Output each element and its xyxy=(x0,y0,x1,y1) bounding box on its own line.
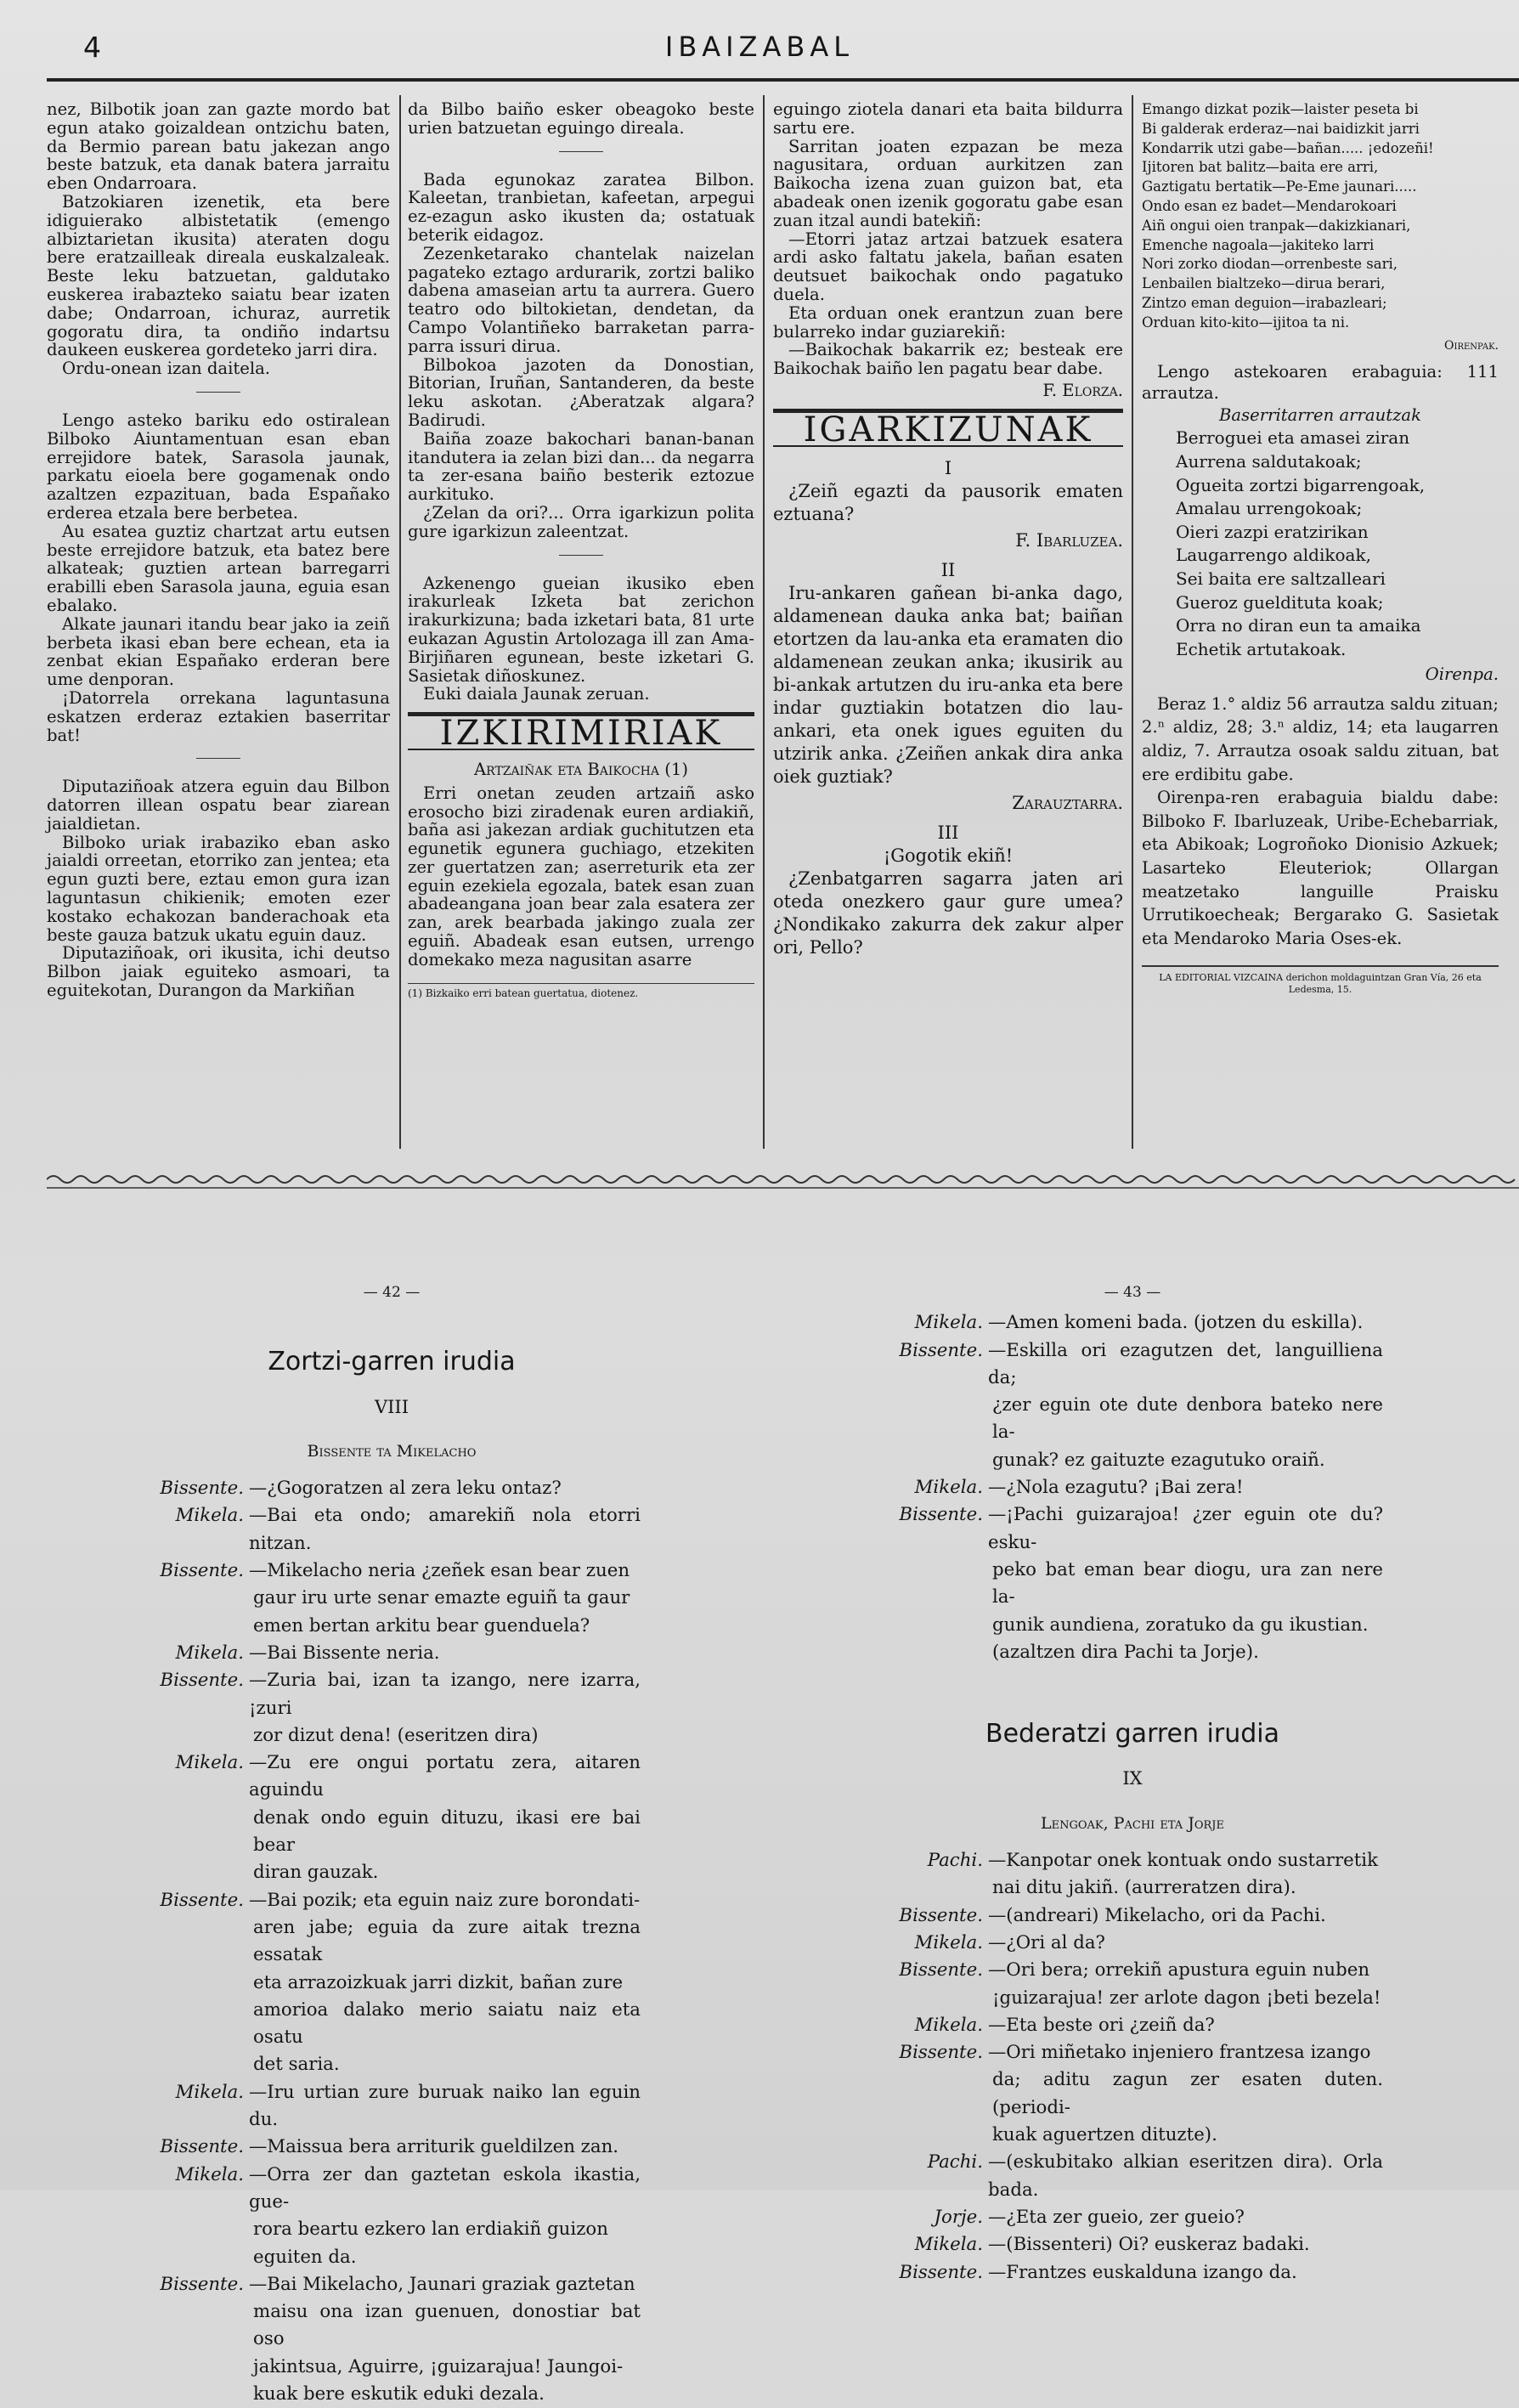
col2-paragraph: Baiña zoaze bakochari banan-banan itandutera ia zelan bizi dan... da negarra ta zer-esana baiño besterik eztozue aurkituko. xyxy=(408,428,754,505)
riddle-number: III xyxy=(937,822,959,843)
dialogue-text: jakintsua, Aguirre, ¡guizarajua! Jaungoi- xyxy=(253,2355,624,2377)
col2-paragraph: Euki daiala Jaunak zeruan. xyxy=(423,684,650,704)
dialogue-line xyxy=(143,2271,641,2298)
book-page-43 xyxy=(882,1279,1383,2286)
dialogue-text: —¡Pachi guizarajoa! ¿zer eguin ote du? esku- xyxy=(988,1504,1383,1553)
col1-paragraph: Bilboko uriak irabaziko eban asko jaialdi orreetan, etorriko zan jentea; eta egun guzti bere, eztau emon gura izan laguntasun chikienik; emoten ezer kostako echakozan banderachoak eta beste gauza batzuk ukatu eguin dauz. xyxy=(47,832,390,945)
story-subhead: Artzaiñak eta Baikocha (1) xyxy=(474,759,688,779)
col1-paragraph: Ordu-onean izan daitela. xyxy=(62,359,271,379)
page-number: 4 xyxy=(83,31,101,64)
dialogue-text: kuak bere eskutik eduki dezala. xyxy=(253,2383,545,2405)
dialogue-line xyxy=(143,1805,641,1860)
dialogue-line xyxy=(882,1557,1383,1612)
dialogue-line xyxy=(882,1337,1383,1393)
section-title-izkirimiriak: IZKIRIMIRIAK xyxy=(408,720,754,750)
verse-line: Kondarrik utzi gabe—bañan..... ¡edozeñi! xyxy=(1142,139,1434,156)
dialogue-line xyxy=(882,1392,1383,1447)
dialogue-text: —(andreari) Mikelacho, ori da Pachi. xyxy=(988,1904,1326,1926)
speaker-name: Bissente. xyxy=(160,2273,244,2295)
dialogue-line xyxy=(882,2012,1383,2039)
col3-paragraph: —Etorri jataz artzai batzuek esatera ardi asko faltatu jakela, bañan esaten deutsuet baikochak ondo pagatuko duela. xyxy=(773,229,1123,304)
dialogue-text: emen bertan arkitu bear guenduela? xyxy=(253,1614,590,1636)
dialogue-text: —(Bissenteri) Oi? euskeraz badaki. xyxy=(988,2234,1310,2256)
separator xyxy=(559,151,603,152)
book-page-number: — 43 — xyxy=(1104,1284,1161,1301)
dialogue-line xyxy=(143,2051,641,2078)
dialogue-text: —Zuria bai, izan ta izango, nere izarra, ¡zuri xyxy=(249,1670,641,1719)
verse-line: Emenche nagoala—jakiteko larri xyxy=(1142,236,1375,253)
dialogue-line xyxy=(882,2066,1383,2122)
dialogue-text: —Bai Mikelacho, Jaunari graziak gaztetan xyxy=(249,2273,635,2295)
speaker-name: Bissente. xyxy=(160,1889,244,1911)
editorial-imprint: LA EDITORIAL VIZCAINA derichon moldaguintzan Gran Vía, 26 eta Ledesma, 15. xyxy=(1142,965,1499,996)
answer-line: Amalau urrengokoak; xyxy=(1176,498,1363,519)
answer-line: Echetik artutakoak. xyxy=(1176,638,1347,659)
col2-paragraph: ¿Zelan da ori?... Orra igarkizun polita gure igarkizun zaleentzat. xyxy=(408,502,754,541)
col1-paragraph: Lengo asteko bariku edo ostiralean Bilboko Aiuntamentuan esan eban errejidore batek, Sarasola jaunak, parkatu eioela bere gogamenak ondo azaltzen ezpazituan, bada Españako erderea etzala bere berbetea. xyxy=(47,410,390,523)
column-2 xyxy=(408,100,754,999)
dialogue-text: —Bai pozik; eta eguin naiz zure borondati- xyxy=(249,1889,641,1911)
dialogue-line xyxy=(143,1585,641,1612)
dialogue-line xyxy=(143,1722,641,1749)
col1-paragraph: Alkate jaunari itandu bear jako ia zeiñ berbeta ikasi eban bere echean, eta ia zenbat ekian Españako erderan bere ume denporan. xyxy=(47,613,390,690)
speaker-name: Pachi. xyxy=(927,2151,983,2173)
col1-paragraph: ¡Datorrela orrekana laguntasuna eskatzen erderaz eztakien baserritar bat! xyxy=(47,687,390,745)
column-rule xyxy=(399,95,401,1149)
col4-paragraph: Oirenpa-ren erabaguia bialdu dabe: Bilboko F. Ibarluzeak, Uribe-Echebarriak, eta Abikoak; Logroñoko Dionisio Azkuek; Lasarteko Eleuteriok; Ollargan meatzetako languille Praisku Urrutikoecheak; Bergarako G. Sasietak eta Mendaroko Maria Oses-ek. xyxy=(1142,788,1499,948)
dialogue-text: gunak? ez gaituzte ezagutuko oraiñ. xyxy=(992,1449,1325,1471)
dialogue-line xyxy=(882,1309,1383,1337)
col4-paragraph: Beraz 1.° aldiz 56 arrautza saldu zituan; 2.ⁿ aldiz, 28; 3.ⁿ aldiz, 14; eta laugarren aldiz, 7. Arrautza osoak saldu zituan, bat ere erdibitu gabe. xyxy=(1142,693,1499,784)
col1-paragraph: Batzokiaren izenetik, eta bere idiguierako albistetatik (emengo albiztarietan ikusita) ateraten dogu bere eratzailleak direala euskalzaleak. Beste leku batzuetan, galdutako euskerea irabazteko saiatu bear izaten dabe; Ondarroan, ichuraz, aurretik gogoratu dira, ta ondiño indartsu daukeen euskerea gordeteko jarri dira. xyxy=(47,191,390,360)
dialogue-text: —¿Gogoratzen al zera leku ontaz? xyxy=(249,1478,562,1500)
dialogue-text: —Ori miñetako injeniero frantzesa izango xyxy=(988,2042,1371,2064)
dialogue-line xyxy=(143,1887,641,1914)
dialogue-line xyxy=(882,1957,1383,1984)
col3-paragraph: Sarritan joaten ezpazan be meza nagusitara, orduan aurkitzen zan Baikocha izena zuan guizon bat, eta abadeak onen izenik gogoratu gabe esan zuan itzal aundi batekiñ: xyxy=(773,136,1123,230)
dialogue-text: —Bai Bissente neria. xyxy=(249,1642,440,1664)
dialogue-text: —Eta beste ori ¿zeiñ da? xyxy=(988,2014,1215,2036)
dialogue-text: —Mikelacho neria ¿zeñek esan bear zuen xyxy=(249,1560,630,1582)
dialogue-line xyxy=(882,1501,1383,1557)
verse-line: Ondo esan ez badet—Mendarokoari xyxy=(1142,197,1397,214)
column-3 xyxy=(773,100,1123,959)
dialogue-line xyxy=(143,2298,641,2354)
riddle-title: ¡Gogotik ekiñ! xyxy=(883,845,1014,866)
column-rule xyxy=(1132,95,1133,1149)
speaker-name: Jorje. xyxy=(934,2206,983,2228)
column-1 xyxy=(47,100,390,1000)
dialogue-text: —Kanpotar onek kontuak ondo sustarretik xyxy=(988,1850,1379,1872)
speaker-name: Mikela. xyxy=(175,1505,244,1527)
dialogue-text: aren jabe; eguia da zure aitak trezna essatak xyxy=(253,1916,641,1966)
masthead: IBAIZABAL xyxy=(664,31,855,63)
dialogue-line xyxy=(882,2231,1383,2258)
dialogue-line xyxy=(143,2216,641,2243)
dialogue-text: —(eskubitako alkian eseritzen dira). Orla bada. xyxy=(988,2151,1383,2201)
answer-title: Baserritarren arrautzak xyxy=(1219,405,1421,426)
col2-paragraph: Zezenketarako chantelak naizelan pagateko eztago ardurarik, zortzi baliko dabena amaseian artu ta aurrera. Guero teatro odo biltokietan, dendetan, da Campo Volantiñeko barraketan parra-parra issuri dirua. xyxy=(408,243,754,356)
dialogue-list xyxy=(882,1309,1383,1666)
book-page-42 xyxy=(143,1279,641,2408)
speaker-name: Bissente. xyxy=(899,2261,983,2283)
separator xyxy=(196,392,240,393)
dialogue-text: —Bai eta ondo; amarekiñ nola etorri nitzan. xyxy=(249,1505,641,1554)
col3-paragraph: eguingo ziotela danari eta baita bildurra sartu ere. xyxy=(773,99,1123,138)
answer-line: Orra no diran eun ta amaika xyxy=(1176,615,1421,636)
dialogue-text: zor dizut dena! (eseritzen dira) xyxy=(253,1724,539,1746)
speaker-name: Bissente. xyxy=(160,1670,244,1692)
dialogue-line xyxy=(882,1902,1383,1930)
header-rule xyxy=(47,78,1519,82)
col3-paragraph: Eta orduan onek erantzun zuan bere bularreko indar guziarekiñ: xyxy=(773,302,1123,342)
dialogue-text: rora beartu ezkero lan erdiakiñ guizon xyxy=(253,2219,608,2241)
footnote: (1) Bizkaiko erri batean guertatua, diotenez. xyxy=(408,983,754,999)
dialogue-text: —Amen komeni bada. (jotzen du eskilla). xyxy=(988,1312,1364,1334)
answer-line: Sei baita ere saltzalleari xyxy=(1176,568,1386,589)
dialogue-line xyxy=(882,2149,1383,2204)
scene-title: Zortzi-garren irudia xyxy=(268,1347,516,1377)
speaker-name: Mikela. xyxy=(175,1752,244,1774)
riddle-text: Iru-ankaren gañean bi-anka dago, aldamenean dauka anka bat; baiñan etortzen da lau-anka eta eramaten dio aldamenean zeukan anka; ikusirik au bi-ankak artutzen du iru-anka eta bere indar guztiakin botatzen dio lau-ankari, eta onek igues eguiten du utzirik anka. ¿Zeiñen ankak dira anka oiek guztiak? xyxy=(773,582,1123,787)
verse-signature: Oirenpak. xyxy=(1444,338,1499,353)
dialogue-line xyxy=(143,1859,641,1886)
dialogue-line xyxy=(143,1997,641,2052)
dialogue-text: det saria. xyxy=(253,2054,340,2076)
verse xyxy=(1142,100,1499,355)
speaker-name: Bissente. xyxy=(160,1560,244,1582)
verse-line: Bi galderak erderaz—nai baidizkit jarri xyxy=(1142,120,1420,137)
dialogue-line xyxy=(882,1474,1383,1501)
speaker-name: Mikela. xyxy=(175,2081,244,2103)
dialogue-text: —Ori bera; orrekiñ apustura eguin nuben xyxy=(988,1959,1370,1981)
speaker-name: Bissente. xyxy=(160,2136,244,2158)
col1-paragraph: Diputaziñoak, ori ikusita, ichi deutso Bilbon jaiak eguiteko asmoari, ta eguitekotan, Durangon da Markiñan xyxy=(47,943,390,1001)
dialogue-line xyxy=(143,2079,641,2134)
dialogue-line xyxy=(882,2204,1383,2231)
dialogue-list xyxy=(143,1475,641,2408)
speaker-name: Mikela. xyxy=(175,1642,244,1664)
wavy-divider xyxy=(47,1173,1519,1193)
riddle-number: II xyxy=(940,559,956,580)
book-page-number: — 42 — xyxy=(363,1284,421,1301)
speaker-name: Bissente. xyxy=(899,1959,983,1981)
dialogue-line xyxy=(882,1447,1383,1474)
verse-line: Ijitoren bat balitz—baita ere arri, xyxy=(1142,159,1379,176)
dialogue-line xyxy=(143,2381,641,2408)
dialogue-text: gunik aundiena, zoratuko da gu ikustian. xyxy=(992,1614,1369,1636)
col2-paragraph: Bilbokoa jazoten da Donostian, Bitorian, Iruñan, Santanderen, da beste leku askotan. ¿Aberatzak algara? Badirudi. xyxy=(408,354,754,430)
answer-line: Berroguei eta amasei ziran xyxy=(1176,427,1410,449)
dialogue-line xyxy=(882,2039,1383,2066)
answer-intro: Lengo astekoaren erabaguia: 111 arrautza. xyxy=(1142,362,1499,403)
dialogue-line xyxy=(882,1639,1383,1666)
signature: F. Elorza. xyxy=(1042,380,1123,400)
dialogue-text: —Orra zer dan gaztetan eskola ikastia, gue- xyxy=(249,2163,641,2213)
scene-characters: Bissente ta Mikelacho xyxy=(307,1441,477,1461)
dialogue-text: —Zu ere ongui portatu zera, aitaren aguindu xyxy=(249,1752,641,1801)
dialogue-line xyxy=(882,2122,1383,2149)
dialogue-line xyxy=(882,1874,1383,1902)
dialogue-text: —¿Nola ezagutu? ¡Bai zera! xyxy=(988,1477,1244,1499)
dialogue-text: nai ditu jakiñ. (aurreratzen dira). xyxy=(992,1877,1296,1899)
riddle-text: ¿Zeiñ egazti da pausorik ematen eztuana? xyxy=(773,480,1123,524)
answer-line: Gueroz gueldituta koak; xyxy=(1176,591,1384,613)
dialogue-line xyxy=(882,2259,1383,2286)
riddle-author: F. Ibarluzea. xyxy=(1015,529,1123,551)
speaker-name: Mikela. xyxy=(914,1477,983,1499)
scene-number: IX xyxy=(1122,1768,1143,1789)
col2-paragraph: Bada egunokaz zaratea Bilbon. Kaleetan, tranbietan, kafeetan, arpegui ez-ezagun asko ikusten da; ostatuak beterik eidagoz. xyxy=(408,169,754,245)
dialogue-list xyxy=(882,1847,1383,2286)
speaker-name: Mikela. xyxy=(914,1312,983,1334)
dialogue-line xyxy=(143,1749,641,1805)
dialogue-text: —Eskilla ori ezagutzen det, languilliena da; xyxy=(988,1339,1383,1388)
dialogue-text: amorioa dalako merio saiatu naiz eta osatu xyxy=(253,1998,641,2049)
dialogue-line xyxy=(143,2134,641,2161)
separator xyxy=(196,758,240,759)
dialogue-text: —Frantzes euskalduna izango da. xyxy=(988,2261,1297,2283)
dialogue-line xyxy=(143,1557,641,1585)
speaker-name: Mikela. xyxy=(914,2234,983,2256)
dialogue-text: eta arrazoizkuak jarri dizkit, bañan zure xyxy=(253,1971,624,1993)
dialogue-text: da; aditu zagun zer esaten duten. (periodi- xyxy=(992,2069,1383,2118)
dialogue-line xyxy=(143,1970,641,1997)
dialogue-line xyxy=(882,1612,1383,1639)
dialogue-line xyxy=(143,1613,641,1640)
verse-line: Nori zorko diodan—orrenbeste sari, xyxy=(1142,256,1398,273)
verse-line: Gaztigatu bertatik—Pe-Eme jaunari..... xyxy=(1142,178,1417,195)
dialogue-line xyxy=(882,1985,1383,2012)
dialogue-line xyxy=(882,1930,1383,1957)
speaker-name: Mikela. xyxy=(914,2014,983,2036)
verse-line: Orduan kito-kito—ijitoa ta ni. xyxy=(1142,314,1350,331)
riddle-author: Zarauztarra. xyxy=(1012,792,1123,813)
dialogue-text: ¿zer eguin ote dute denbora bateko nere la- xyxy=(992,1394,1383,1444)
dialogue-text: (azaltzen dira Pachi ta Jorje). xyxy=(992,1641,1259,1663)
dialogue-text: gaur iru urte senar emazte eguiñ ta gaur xyxy=(253,1587,630,1609)
speaker-name: Bissente. xyxy=(899,2042,983,2064)
story-text: Erri onetan zeuden artzaiñ asko erosocho bizi ziradenak euren ardiakiñ, baña asi jakezan ardiak guchitutzen eta egunetik egunera guchiago, etzekiten zer guertatzen zan; aserreturik eta zer eguin ezekiela egozala, batek esan zuan abadeangana joan bear zala esatera zer zan, arek bearbada jakingo zuala zer eguiñ. Abadeak esan eutsen, urrengo domekako meza nagusitan asarre xyxy=(408,783,754,969)
col2-paragraph: Azkenengo gueian ikusiko eben irakurleak Izketa bat zerichon irakurkizuna; bada izketari bata, 81 urte eukazan Agustin Artolozaga ill zan Ama-Birjiñaren egunean, beste izketari G. Sasietak diñoskunez. xyxy=(408,573,754,686)
dialogue-text: diran gauzak. xyxy=(253,1862,379,1884)
dialogue-text: peko bat eman bear diogu, ura zan nere la- xyxy=(992,1558,1383,1608)
speaker-name: Bissente. xyxy=(899,1504,983,1526)
speaker-name: Mikela. xyxy=(175,2163,244,2185)
col2-paragraph: da Bilbo baiño esker obeagoko beste urien batzuetan eguingo direala. xyxy=(408,99,754,138)
speaker-name: Bissente. xyxy=(899,1904,983,1926)
answer-line: Laugarrengo aldikoak, xyxy=(1176,545,1371,566)
verse-line: Zintzo eman deguion—irabazleari; xyxy=(1142,294,1387,311)
answer-line: Ogueita zortzi bigarrengoak, xyxy=(1176,474,1426,495)
dialogue-text: kuak aguertzen dituzte). xyxy=(992,2124,1217,2146)
dialogue-line xyxy=(143,1640,641,1667)
col1-paragraph: Diputaziñoak atzera eguin dau Bilbon datorren illean ospatu bear ziarean jaialdietan. xyxy=(47,777,390,834)
riddle-number: I xyxy=(944,457,952,478)
speaker-name: Bissente. xyxy=(160,1478,244,1500)
dialogue-line xyxy=(143,2244,641,2271)
dialogue-line xyxy=(882,1847,1383,1874)
separator xyxy=(559,555,603,556)
dialogue-text: ¡guizarajua! zer arlote dagon ¡beti bezela! xyxy=(992,1987,1381,2009)
dialogue-text: —Iru urtian zure buruak naiko lan eguin du. xyxy=(249,2081,641,2131)
dialogue-line xyxy=(143,1914,641,1970)
dialogue-text: —¿Eta zer gueio, zer gueio? xyxy=(988,2206,1245,2228)
answer-signature: Oirenpa. xyxy=(1425,664,1499,685)
scene-number: VIII xyxy=(374,1396,409,1417)
dialogue-text: denak ondo eguin dituzu, ikasi ere bai bear xyxy=(253,1806,641,1857)
verse-line: Emango dizkat pozik—laister peseta bi xyxy=(1142,101,1419,117)
column-rule xyxy=(763,95,765,1149)
section-title-igarkizunak: IGARKIZUNAK xyxy=(773,416,1123,447)
speaker-name: Mikela. xyxy=(914,1931,983,1953)
col1-paragraph: nez, Bilbotik joan zan gazte mordo bat egun atako goizaldean ontzichu baten, da Bermio parean batu jakezan ango beste batzuk, eta danak batera jarraitu eben Ondarroara. xyxy=(47,99,390,194)
verse-line: Lenbailen bialtzeko—dirua berari, xyxy=(1142,275,1386,292)
dialogue-line xyxy=(143,2354,641,2381)
col3-paragraph: —Baikochak bakarrik ez; besteak ere Baikochak baiño len pagatu bear dabe. xyxy=(773,340,1123,379)
column-4 xyxy=(1142,100,1499,996)
riddle-text: ¿Zenbatgarren sagarra jaten ari oteda onezkero gaur gure umea? ¿Nondikako zakurra dek zakur alper ori, Pello? xyxy=(773,868,1123,958)
answer-line: Aurrena saldutakoak; xyxy=(1176,450,1362,472)
dialogue-line xyxy=(143,1667,641,1722)
answer-line: Oieri zazpi eratzirikan xyxy=(1176,521,1369,542)
speaker-name: Pachi. xyxy=(927,1850,983,1872)
col1-paragraph: Au esatea guztiz chartzat artu eutsen beste errejidore batzuk, eta batez bere alkateak; guztien artean barregarri erabilli eben Sarasola jauna, eguia esan ebalako. xyxy=(47,521,390,615)
dialogue-text: —¿Ori al da? xyxy=(988,1931,1105,1953)
dialogue-line xyxy=(143,1502,641,1557)
dialogue-text: eguiten da. xyxy=(253,2246,357,2268)
dialogue-text: —Maissua bera arriturik gueldilzen zan. xyxy=(249,2136,619,2158)
dialogue-line xyxy=(143,1475,641,1502)
scene-characters: Lengoak, Pachi eta Jorje xyxy=(1041,1813,1224,1833)
scene-title: Bederatzi garren irudia xyxy=(985,1719,1279,1749)
dialogue-text: maisu ona izan guenuen, donostiar bat oso xyxy=(253,2301,641,2350)
speaker-name: Bissente. xyxy=(899,1339,983,1361)
verse-line: Aiñ ongui oien tranpak—dakizkianari, xyxy=(1142,217,1411,234)
dialogue-line xyxy=(143,2162,641,2217)
